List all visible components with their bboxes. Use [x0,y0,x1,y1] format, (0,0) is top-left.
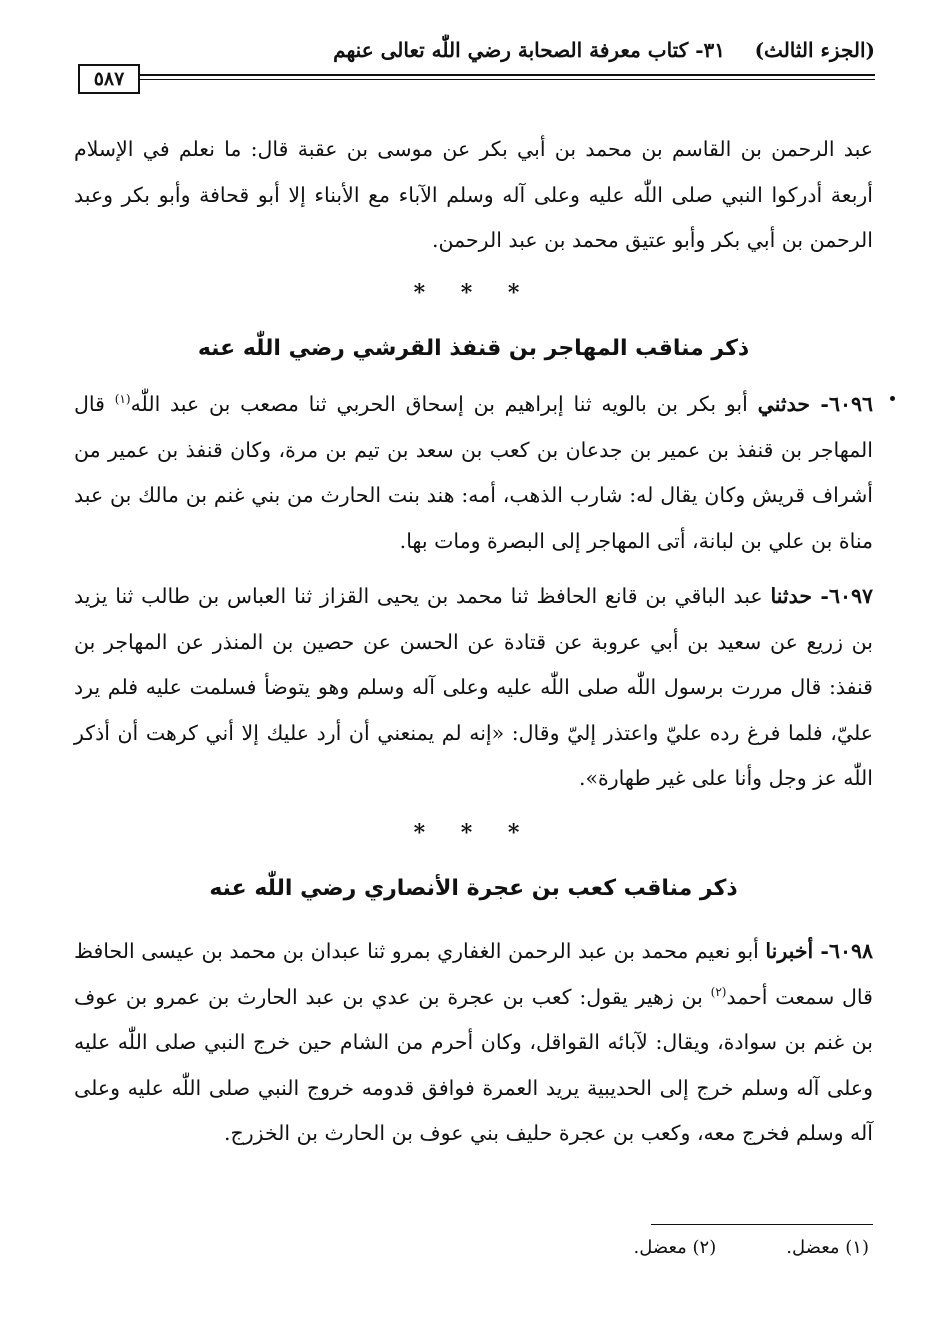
volume-label: (الجزء الثالث) [754,38,875,62]
hadith-isnad: أبو نعيم محمد بن عبد الرحمن الغفاري بمرو ثنا عبدان بن محمد بن عيسى الحافظ قال سمعت أحمد [74,939,873,1009]
hadith-number: ٦٠٩٦ [828,392,873,416]
section-separator: * * * [413,280,534,306]
section-separator: * * * [413,820,534,846]
footnote-2: (٢) معضل. [633,1237,717,1258]
margin-dot [890,396,895,401]
page-number: ٥٨٧ [78,64,140,94]
header-rule [140,74,875,76]
hadith-number: ٦٠٩٧ [828,584,873,608]
header-rule-thin [140,79,875,80]
hadith-body: عبد الباقي بن قانع الحافظ ثنا محمد بن يحيى القزاز ثنا العباس بن طالب ثنا يزيد بن زريع عن سعيد بن أبي عروبة عن قتادة عن الحسن عن حصين بن المنذر عن المهاجر بن قنفذ: قال مررت برسول اللّٰه صلى اللّٰه عليه وعلى آله وسلم وهو يتوضأ فسلمت عليه فلم يرد عليّ، فلما فرغ رده عليّ واعتذر إليّ وقال: «إنه لم يمنعني أن أرد عليك إلا أني كرهت أن أذكر اللّٰه عز وجل وأنا على غير طهارة». [74,584,873,790]
hadith-body: قال المهاجر بن قنفذ بن عمير بن جدعان بن كعب بن سعد بن تيم بن مرة، وكان قنفذ بن عمير من أشراف قريش وكان يقال له: شارب الذهب، أمه: هند بنت الحارث من بني غنم بن مالك بن عبد مناة بن علي بن لبانة، أتى المهاجر إلى البصرة ومات بها. [74,392,873,553]
section-heading-muhajir: ذكر مناقب المهاجر بن قنفذ القرشي رضي اللّٰه عنه [197,336,750,361]
section-heading-kab: ذكر مناقب كعب بن عجرة الأنصاري رضي اللّٰه عنه [209,876,738,901]
hadith-number: ٦٠٩٨ [828,939,873,963]
hadith-isnad: أبو بكر بن بالويه ثنا إبراهيم بن إسحاق الحربي ثنا مصعب بن عبد اللّٰه [130,392,748,416]
footnote-ref-2[interactable]: (٢) [710,984,727,999]
intro-text: عبد الرحمن بن القاسم بن محمد بن أبي بكر عن موسى بن عقبة قال: ما نعلم في الإسلام أربعة أدركوا النبي صلى اللّٰه عليه وعلى آله وسلم الآباء مع الأبناء إلا أبو قحافة وأبو بكر وعبد الرحمن بن أبي بكر وأبو عتيق محمد بن عبد الرحمن. [74,137,873,252]
hadith-lead-word: حدثنا [770,584,813,608]
hadith-6096: ٦٠٩٦- حدثني أبو بكر بن بالويه ثنا إبراهيم بن إسحاق الحربي ثنا مصعب بن عبد اللّٰه$^{(١)}$ قال المهاجر بن قنفذ بن عمير بن جدعان بن كعب بن سعد بن تيم بن مرة، وكان قنفذ بن عمير من أشراف قريش وكان يقال له: شارب الذهب، أمه: هند بنت الحارث من بني غنم بن مالك بن عبد مناة بن علي بن لبانة، أتى المهاجر إلى البصرة ومات بها. [74,392,873,553]
footnote-ref-1[interactable]: (١) [114,392,131,407]
book-title: ٣١- كتاب معرفة الصحابة رضي اللّٰه تعالى عنهم [333,38,725,62]
footnotes [564,1237,870,1258]
hadith-6097: ٦٠٩٧- حدثنا عبد الباقي بن قانع الحافظ ثنا محمد بن يحيى القزاز ثنا العباس بن طالب ثنا يزيد بن زريع عن سعيد بن أبي عروبة عن قتادة عن الحسن عن حصين بن المنذر عن المهاجر بن قنفذ: قال مررت برسول اللّٰه صلى اللّٰه عليه وعلى آله وسلم وهو يتوضأ فسلمت عليه فلم يرد عليّ، فلما فرغ رده عليّ واعتذر إليّ وقال: «إنه لم يمنعني أن أرد عليك إلا أني كرهت أن أذكر اللّٰه عز وجل وأنا على غير طهارة». [74,584,873,790]
intro-paragraph [74,127,873,264]
footnote-rule [651,1224,873,1225]
hadith-6098: ٦٠٩٨- أخبرنا أبو نعيم محمد بن عبد الرحمن الغفاري بمرو ثنا عبدان بن محمد بن عيسى الحافظ قال سمعت أحمد$^{(٢)}$ بن زهير يقول: كعب بن عجرة بن عدي بن عبد الحارث بن عمرو بن عوف بن غنم بن سوادة، ويقال: لآبائه القواقل، وكان أحرم من الشام حين خرج النبي صلى اللّٰه عليه وعلى آله وسلم خرج إلى الحديبية يريد العمرة فوافق قدومه خروج النبي صلى اللّٰه عليه وعلى آله وسلم فخرج معه، وكعب بن عجرة حليف بني عوف بن الحارث بن الخزرج. [74,939,873,1145]
hadith-lead-word: أخبرنا [765,939,814,963]
footnote-1: (١) معضل. [786,1237,869,1258]
hadith-body: بن زهير يقول: كعب بن عجرة بن عدي بن عبد الحارث بن عمرو بن عوف بن غنم بن سوادة، ويقال: لآبائه القواقل، وكان أحرم من الشام حين خرج النبي صلى اللّٰه عليه وعلى آله وسلم خرج إلى الحديبية يريد العمرة فوافق قدومه خروج النبي صلى اللّٰه عليه وعلى آله وسلم فخرج معه، وكعب بن عجرة حليف بني عوف بن الحارث بن الخزرج. [74,984,873,1145]
running-header [78,30,875,90]
hadith-lead-word: حدثني [757,392,811,416]
